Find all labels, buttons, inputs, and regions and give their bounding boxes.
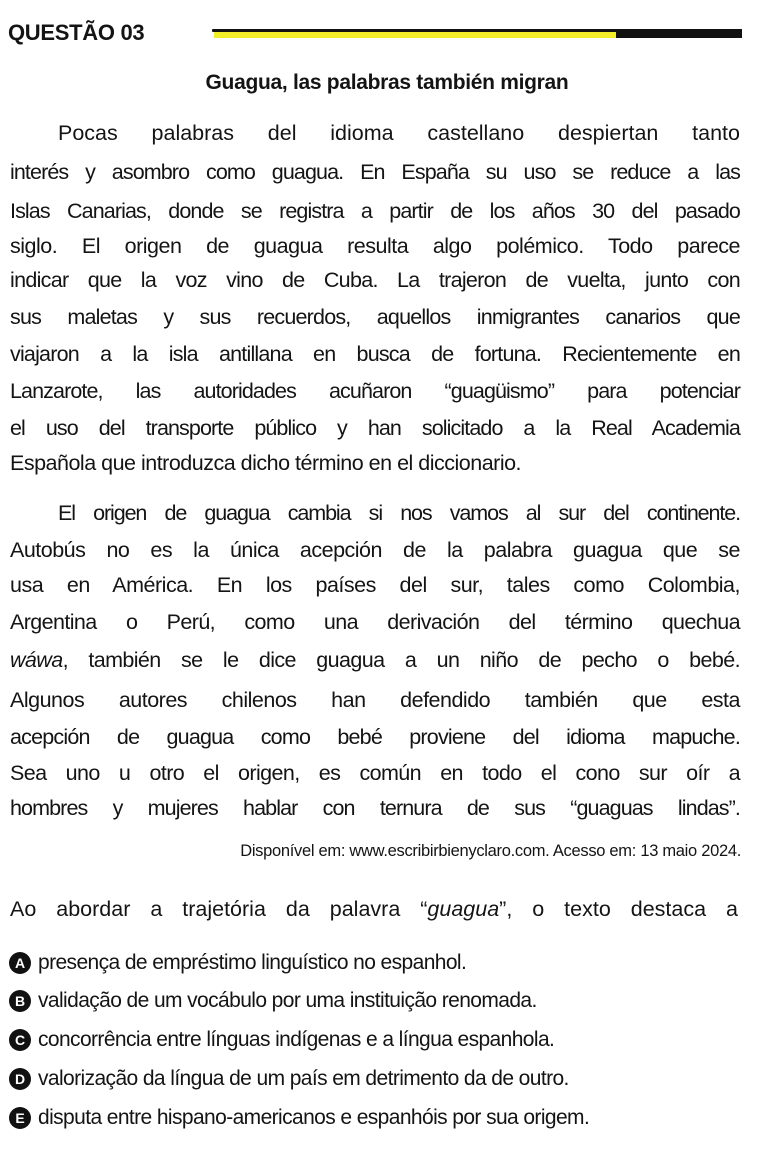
paragraph-2-line: Algunos autores chilenos han defendido también que esta (10, 688, 740, 712)
option-a[interactable] (10, 948, 466, 978)
paragraph-1-line: viajaron a la isla antillana en busca de fortuna. Recientemente en (10, 342, 740, 366)
option-e[interactable] (10, 1103, 589, 1133)
option-c[interactable] (10, 1025, 554, 1055)
question-stem (10, 897, 738, 922)
paragraph-1-line: interés y asombro como guagua. En España su uso se reduce a las (10, 160, 740, 184)
option-d-text: valorização da língua de um país em detrimento da de outro. (38, 1067, 569, 1090)
header-rule (212, 27, 742, 41)
source-citation: Disponível em: www.escribirbienyclaro.com. Acesso em: 13 maio 2024. (240, 842, 741, 860)
paragraph-1-line: el uso del transporte público y han solicitado a la Real Academia (10, 416, 740, 440)
option-c-text: concorrência entre línguas indígenas e a língua espanhola. (38, 1028, 555, 1051)
option-e-letter-icon: E (10, 1108, 30, 1128)
paragraph-1-line: Lanzarote, las autoridades acuñaron “guagüismo” para potenciar (10, 379, 740, 403)
question-stem-term: guagua (427, 897, 500, 921)
paragraph-1-line: indicar que la voz vino de Cuba. La trajeron de vuelta, junto con (10, 268, 740, 292)
paragraph-2-line (10, 646, 740, 674)
option-d[interactable] (10, 1064, 569, 1094)
paragraph-2-line: hombres y mujeres hablar con ternura de sus “guaguas lindas”. (10, 796, 740, 820)
paragraph-1-line: sus maletas y sus recuerdos, aquellos inmigrantes canarios que (10, 305, 740, 329)
question-stem-start: Ao abordar a trajetória da palavra “ (10, 897, 428, 921)
article-title: Guagua, las palabras también migran (205, 71, 569, 94)
paragraph-1-line: Pocas palabras del idioma castellano despiertan tanto (58, 121, 740, 145)
paragraph-1-line: siglo. El origen de guagua resulta algo polémico. Todo parece (10, 234, 740, 258)
option-b-text: validação de um vocábulo por uma instituição renomada. (38, 989, 537, 1012)
header-rule-yellow-line (214, 32, 618, 38)
option-a-letter-icon: A (10, 953, 30, 973)
option-d-letter-icon: D (10, 1069, 30, 1089)
option-c-letter-icon: C (10, 1030, 30, 1050)
header-rule-black-end (616, 29, 742, 38)
paragraph-2-line: El origen de guagua cambia si nos vamos al sur del continente. (58, 501, 740, 525)
option-b-letter-icon: B (10, 991, 30, 1011)
paragraph-2-line: Argentina o Perú, como una derivación del término quechua (10, 610, 740, 634)
paragraph-2-line: usa en América. En los países del sur, tales como Colombia, (10, 573, 740, 597)
quechua-term: wáwa (10, 648, 63, 672)
question-number: QUESTÃO 03 (8, 20, 145, 45)
paragraph-1-line: Española que introduzca dicho término en el diccionario. (10, 451, 522, 475)
paragraph-2-line-rest: , también se le dice guagua a un niño de pecho o bebé. (62, 648, 740, 672)
paragraph-2-line: acepción de guagua como bebé proviene del idioma mapuche. (10, 725, 740, 749)
question-stem-end: ”, o texto destaca a (499, 897, 738, 921)
paragraph-2-line: Autobús no es la única acepción de la palabra guagua que se (10, 538, 740, 562)
paragraph-1-line: Islas Canarias, donde se registra a partir de los años 30 del pasado (10, 199, 740, 223)
option-b[interactable] (10, 986, 537, 1016)
paragraph-2-line: Sea uno u otro el origen, es común en todo el cono sur oír a (10, 761, 740, 785)
option-a-text: presença de empréstimo linguístico no espanhol. (38, 951, 467, 974)
option-e-text: disputa entre hispano-americanos e espanhóis por sua origem. (38, 1106, 590, 1129)
